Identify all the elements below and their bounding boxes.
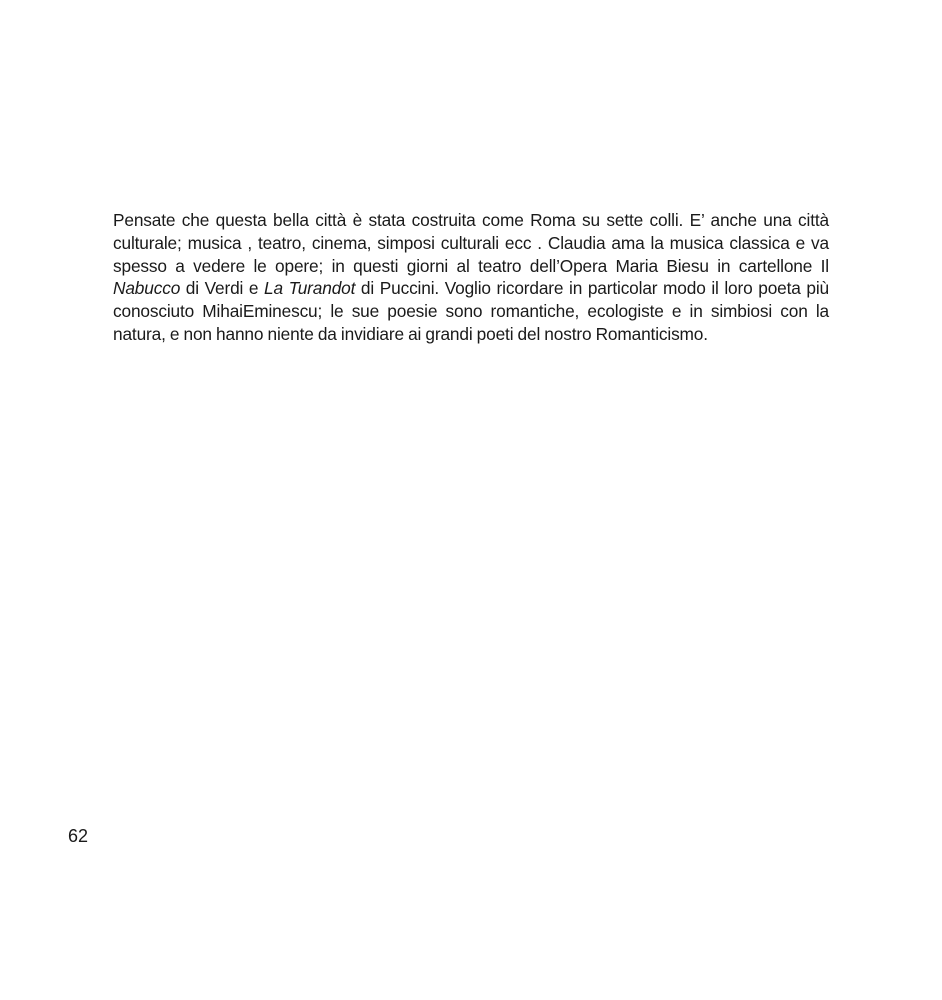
paragraph-text-part-1: Pensate che questa bella città è stata costruita come Roma su sette colli. E’ anche una città culturale; musica , teatro, cinema, simposi culturali ecc . Claudia ama la musica classica e va spesso a vedere le opere; in questi giorni al teatro dell’Opera Maria Biesu in cartellone Il [113,210,829,276]
paragraph-text-part-2: di Verdi e [180,278,265,299]
opera-title-nabucco: Nabucco [113,278,181,299]
page-number: 62 [68,826,89,846]
opera-title-turandot: La Turandot [264,278,356,299]
paragraph-text-part-3: di Puccini. Voglio ricordare in particolar modo il loro poeta più conosciuto MihaiEminescu; le sue poesie sono romantiche, ecologiste e in simbiosi con la natura, e non hanno niente da invidiare ai grandi poeti del nostro Romanticismo. [113,278,829,344]
body-paragraph [113,209,829,346]
